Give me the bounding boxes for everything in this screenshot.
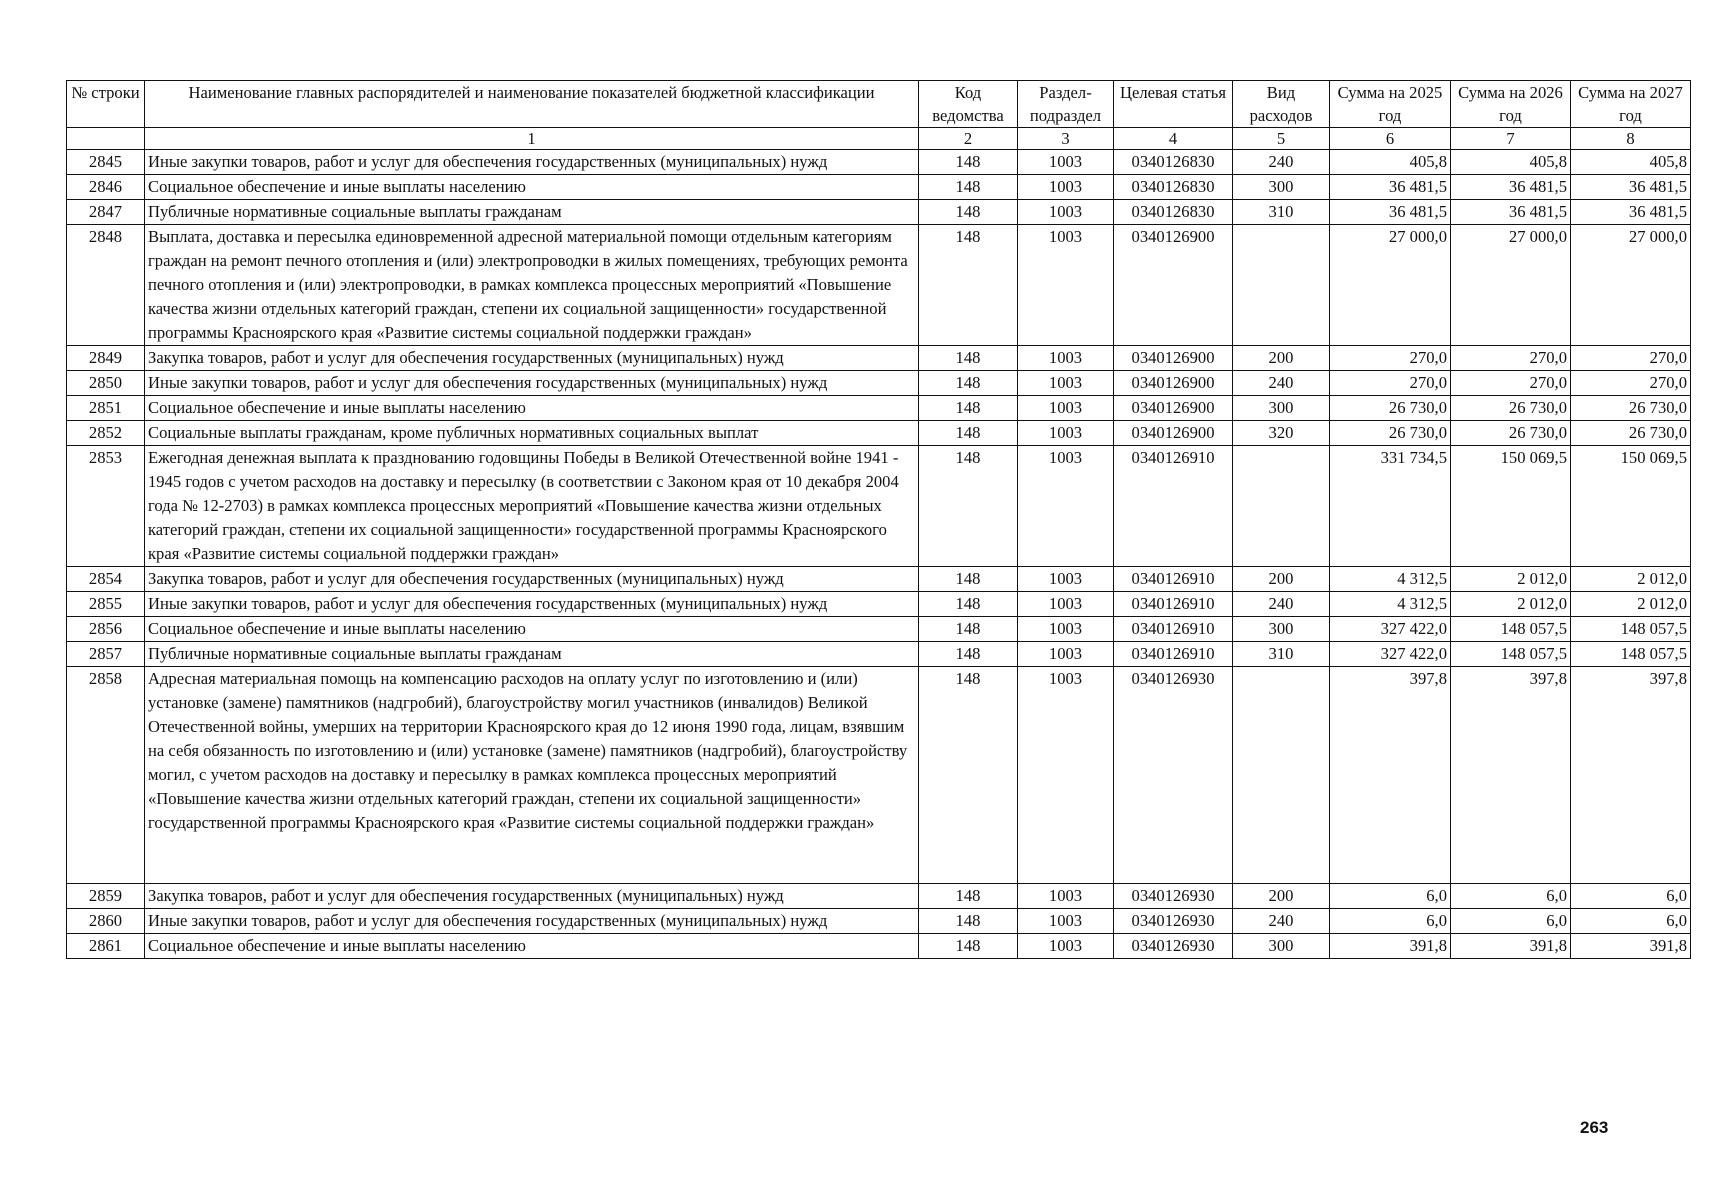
row-number: 2856	[67, 617, 145, 642]
row-department-code: 148	[919, 617, 1018, 642]
header-row	[67, 81, 1691, 128]
row-section: 1003	[1018, 200, 1114, 225]
table-body	[67, 150, 1691, 959]
row-sum-2026: 270,0	[1451, 346, 1571, 371]
row-sum-2026: 397,8	[1451, 667, 1571, 884]
row-sum-2027: 150 069,5	[1571, 446, 1691, 567]
row-sum-2026: 26 730,0	[1451, 396, 1571, 421]
row-name: Социальное обеспечение и иные выплаты населению	[145, 396, 919, 421]
row-sum-2025: 397,8	[1330, 667, 1451, 884]
row-section: 1003	[1018, 909, 1114, 934]
row-sum-2025: 27 000,0	[1330, 225, 1451, 346]
row-sum-2025: 331 734,5	[1330, 446, 1451, 567]
row-expense-type: 300	[1233, 934, 1330, 959]
row-section: 1003	[1018, 175, 1114, 200]
row-sum-2025: 270,0	[1330, 346, 1451, 371]
row-name: Иные закупки товаров, работ и услуг для обеспечения государственных (муниципальных) нужд	[145, 592, 919, 617]
row-number: 2859	[67, 884, 145, 909]
row-number: 2852	[67, 421, 145, 446]
column-number: 8	[1571, 128, 1691, 150]
table-row	[67, 934, 1691, 959]
row-sum-2026: 150 069,5	[1451, 446, 1571, 567]
table-row	[67, 225, 1691, 346]
row-sum-2027: 26 730,0	[1571, 396, 1691, 421]
row-sum-2025: 26 730,0	[1330, 396, 1451, 421]
row-name: Иные закупки товаров, работ и услуг для обеспечения государственных (муниципальных) нужд	[145, 150, 919, 175]
header-section: Раздел-подраздел	[1018, 81, 1114, 128]
row-name: Закупка товаров, работ и услуг для обеспечения государственных (муниципальных) нужд	[145, 567, 919, 592]
table-row	[67, 884, 1691, 909]
row-sum-2026: 2 012,0	[1451, 567, 1571, 592]
table-row	[67, 592, 1691, 617]
header-sum-2026: Сумма на 2026 год	[1451, 81, 1571, 128]
row-department-code: 148	[919, 346, 1018, 371]
column-number	[67, 128, 145, 150]
row-department-code: 148	[919, 667, 1018, 884]
column-number: 2	[919, 128, 1018, 150]
row-name: Закупка товаров, работ и услуг для обеспечения государственных (муниципальных) нужд	[145, 884, 919, 909]
row-expense-type: 300	[1233, 175, 1330, 200]
row-expense-type	[1233, 225, 1330, 346]
row-target-article: 0340126910	[1114, 592, 1233, 617]
row-name: Публичные нормативные социальные выплаты гражданам	[145, 200, 919, 225]
table-row	[67, 909, 1691, 934]
budget-table	[66, 80, 1691, 959]
row-sum-2026: 6,0	[1451, 884, 1571, 909]
row-name: Социальные выплаты гражданам, кроме публичных нормативных социальных выплат	[145, 421, 919, 446]
row-section: 1003	[1018, 150, 1114, 175]
table-row	[67, 567, 1691, 592]
row-target-article: 0340126930	[1114, 934, 1233, 959]
row-sum-2026: 27 000,0	[1451, 225, 1571, 346]
row-sum-2027: 270,0	[1571, 371, 1691, 396]
row-department-code: 148	[919, 934, 1018, 959]
row-sum-2026: 148 057,5	[1451, 642, 1571, 667]
row-expense-type: 300	[1233, 617, 1330, 642]
row-number: 2848	[67, 225, 145, 346]
row-department-code: 148	[919, 225, 1018, 346]
row-number: 2858	[67, 667, 145, 884]
row-sum-2027: 27 000,0	[1571, 225, 1691, 346]
row-name: Социальное обеспечение и иные выплаты населению	[145, 617, 919, 642]
table-row	[67, 421, 1691, 446]
row-expense-type: 310	[1233, 642, 1330, 667]
row-target-article: 0340126910	[1114, 446, 1233, 567]
column-number: 7	[1451, 128, 1571, 150]
row-sum-2025: 6,0	[1330, 909, 1451, 934]
row-sum-2027: 6,0	[1571, 884, 1691, 909]
row-sum-2027: 6,0	[1571, 909, 1691, 934]
row-target-article: 0340126900	[1114, 371, 1233, 396]
table-row	[67, 396, 1691, 421]
row-target-article: 0340126910	[1114, 642, 1233, 667]
row-department-code: 148	[919, 396, 1018, 421]
row-number: 2860	[67, 909, 145, 934]
row-name: Закупка товаров, работ и услуг для обеспечения государственных (муниципальных) нужд	[145, 346, 919, 371]
row-target-article: 0340126930	[1114, 667, 1233, 884]
row-sum-2025: 391,8	[1330, 934, 1451, 959]
column-number-row	[67, 128, 1691, 150]
row-department-code: 148	[919, 592, 1018, 617]
row-sum-2026: 36 481,5	[1451, 200, 1571, 225]
row-name: Социальное обеспечение и иные выплаты населению	[145, 175, 919, 200]
row-target-article: 0340126830	[1114, 175, 1233, 200]
row-sum-2027: 148 057,5	[1571, 617, 1691, 642]
row-expense-type: 200	[1233, 346, 1330, 371]
header-code: Код ведомства	[919, 81, 1018, 128]
row-department-code: 148	[919, 150, 1018, 175]
header-type: Вид расходов	[1233, 81, 1330, 128]
row-target-article: 0340126830	[1114, 200, 1233, 225]
row-section: 1003	[1018, 592, 1114, 617]
row-number: 2845	[67, 150, 145, 175]
row-target-article: 0340126910	[1114, 567, 1233, 592]
table-row	[67, 446, 1691, 567]
row-sum-2026: 270,0	[1451, 371, 1571, 396]
row-name: Ежегодная денежная выплата к празднованию годовщины Победы в Великой Отечественной войне 1941 - 1945 годов с учетом расходов на доставку и пересылку (в соответствии с Законом края от 10 декабря 2004 года № 12-2703) в рамках комплекса процессных мероприятий «Повышение качества жизни отдельных категорий граждан, степени их социальной защищенности» государственной программы Красноярского края «Развитие системы социальной поддержки граждан»	[145, 446, 919, 567]
row-name: Адресная материальная помощь на компенсацию расходов на оплату услуг по изготовлению и (или) установке (замене) памятников (надгробий), благоустройству могил участников (инвалидов) Великой Отечественной войны, умерших на территории Красноярского края до 12 июня 1990 года, лицам, взявшим на себя обязанность по изготовлению и (или) установке (замене) памятников (надгробий), благоустройству могил, с учетом расходов на доставку и пересылку в рамках комплекса процессных мероприятий «Повышение качества жизни отдельных категорий граждан, степени их социальной защищенности» государственной программы Красноярского края «Развитие системы социальной поддержки граждан»	[145, 667, 919, 884]
row-sum-2025: 270,0	[1330, 371, 1451, 396]
row-target-article: 0340126900	[1114, 396, 1233, 421]
row-sum-2027: 2 012,0	[1571, 567, 1691, 592]
row-sum-2026: 26 730,0	[1451, 421, 1571, 446]
row-department-code: 148	[919, 371, 1018, 396]
row-sum-2027: 391,8	[1571, 934, 1691, 959]
row-target-article: 0340126930	[1114, 884, 1233, 909]
table-row	[67, 175, 1691, 200]
header-num: № строки	[67, 81, 145, 128]
row-department-code: 148	[919, 884, 1018, 909]
table-row	[67, 642, 1691, 667]
row-sum-2025: 4 312,5	[1330, 567, 1451, 592]
row-department-code: 148	[919, 446, 1018, 567]
row-sum-2026: 391,8	[1451, 934, 1571, 959]
row-sum-2027: 36 481,5	[1571, 200, 1691, 225]
row-section: 1003	[1018, 346, 1114, 371]
header-name: Наименование главных распорядителей и наименование показателей бюджетной классификации	[145, 81, 919, 128]
table-row	[67, 617, 1691, 642]
row-sum-2027: 148 057,5	[1571, 642, 1691, 667]
row-section: 1003	[1018, 617, 1114, 642]
row-expense-type: 310	[1233, 200, 1330, 225]
row-sum-2025: 327 422,0	[1330, 617, 1451, 642]
row-sum-2027: 270,0	[1571, 346, 1691, 371]
row-sum-2026: 6,0	[1451, 909, 1571, 934]
column-number: 1	[145, 128, 919, 150]
row-expense-type	[1233, 446, 1330, 567]
table-row	[67, 150, 1691, 175]
row-sum-2027: 405,8	[1571, 150, 1691, 175]
row-sum-2025: 36 481,5	[1330, 200, 1451, 225]
table-row	[67, 371, 1691, 396]
column-number: 5	[1233, 128, 1330, 150]
row-name: Социальное обеспечение и иные выплаты населению	[145, 934, 919, 959]
column-number: 3	[1018, 128, 1114, 150]
row-sum-2027: 397,8	[1571, 667, 1691, 884]
row-expense-type: 200	[1233, 567, 1330, 592]
table-row	[67, 200, 1691, 225]
table-row	[67, 667, 1691, 884]
row-number: 2855	[67, 592, 145, 617]
row-sum-2026: 148 057,5	[1451, 617, 1571, 642]
row-number: 2849	[67, 346, 145, 371]
row-department-code: 148	[919, 421, 1018, 446]
row-name: Выплата, доставка и пересылка единовременной адресной материальной помощи отдельным категориям граждан на ремонт печного отопления и (или) электропроводки в жилых помещениях, требующих ремонта печного отопления и (или) электропроводки, в рамках комплекса процессных мероприятий «Повышение качества жизни отдельных категорий граждан, степени их социальной защищенности» государственной программы Красноярского края «Развитие системы социальной поддержки граждан»	[145, 225, 919, 346]
row-number: 2857	[67, 642, 145, 667]
row-section: 1003	[1018, 421, 1114, 446]
row-sum-2025: 6,0	[1330, 884, 1451, 909]
row-section: 1003	[1018, 446, 1114, 567]
row-name: Иные закупки товаров, работ и услуг для обеспечения государственных (муниципальных) нужд	[145, 371, 919, 396]
row-section: 1003	[1018, 225, 1114, 346]
row-department-code: 148	[919, 175, 1018, 200]
row-target-article: 0340126930	[1114, 909, 1233, 934]
row-expense-type: 320	[1233, 421, 1330, 446]
column-number: 6	[1330, 128, 1451, 150]
row-sum-2026: 36 481,5	[1451, 175, 1571, 200]
row-expense-type: 240	[1233, 371, 1330, 396]
row-number: 2847	[67, 200, 145, 225]
row-sum-2027: 2 012,0	[1571, 592, 1691, 617]
row-name: Публичные нормативные социальные выплаты гражданам	[145, 642, 919, 667]
header-sum-2025: Сумма на 2025 год	[1330, 81, 1451, 128]
row-sum-2025: 4 312,5	[1330, 592, 1451, 617]
row-department-code: 148	[919, 200, 1018, 225]
row-target-article: 0340126830	[1114, 150, 1233, 175]
row-target-article: 0340126900	[1114, 225, 1233, 346]
row-section: 1003	[1018, 642, 1114, 667]
row-number: 2854	[67, 567, 145, 592]
column-number: 4	[1114, 128, 1233, 150]
row-sum-2026: 405,8	[1451, 150, 1571, 175]
row-number: 2850	[67, 371, 145, 396]
row-expense-type: 240	[1233, 150, 1330, 175]
row-target-article: 0340126900	[1114, 421, 1233, 446]
row-expense-type	[1233, 667, 1330, 884]
header-target: Целевая статья	[1114, 81, 1233, 128]
row-expense-type: 240	[1233, 592, 1330, 617]
row-section: 1003	[1018, 884, 1114, 909]
row-target-article: 0340126900	[1114, 346, 1233, 371]
row-name: Иные закупки товаров, работ и услуг для обеспечения государственных (муниципальных) нужд	[145, 909, 919, 934]
row-number: 2853	[67, 446, 145, 567]
row-target-article: 0340126910	[1114, 617, 1233, 642]
row-expense-type: 240	[1233, 909, 1330, 934]
table-row	[67, 346, 1691, 371]
row-department-code: 148	[919, 909, 1018, 934]
row-sum-2026: 2 012,0	[1451, 592, 1571, 617]
row-sum-2027: 26 730,0	[1571, 421, 1691, 446]
page-number: 263	[1580, 1118, 1609, 1137]
row-section: 1003	[1018, 396, 1114, 421]
row-department-code: 148	[919, 642, 1018, 667]
row-section: 1003	[1018, 567, 1114, 592]
row-sum-2027: 36 481,5	[1571, 175, 1691, 200]
row-section: 1003	[1018, 667, 1114, 884]
row-section: 1003	[1018, 934, 1114, 959]
row-number: 2846	[67, 175, 145, 200]
row-section: 1003	[1018, 371, 1114, 396]
row-number: 2851	[67, 396, 145, 421]
row-number: 2861	[67, 934, 145, 959]
row-department-code: 148	[919, 567, 1018, 592]
row-sum-2025: 26 730,0	[1330, 421, 1451, 446]
row-sum-2025: 405,8	[1330, 150, 1451, 175]
row-expense-type: 300	[1233, 396, 1330, 421]
header-sum-2027: Сумма на 2027 год	[1571, 81, 1691, 128]
row-sum-2025: 36 481,5	[1330, 175, 1451, 200]
row-sum-2025: 327 422,0	[1330, 642, 1451, 667]
row-expense-type: 200	[1233, 884, 1330, 909]
